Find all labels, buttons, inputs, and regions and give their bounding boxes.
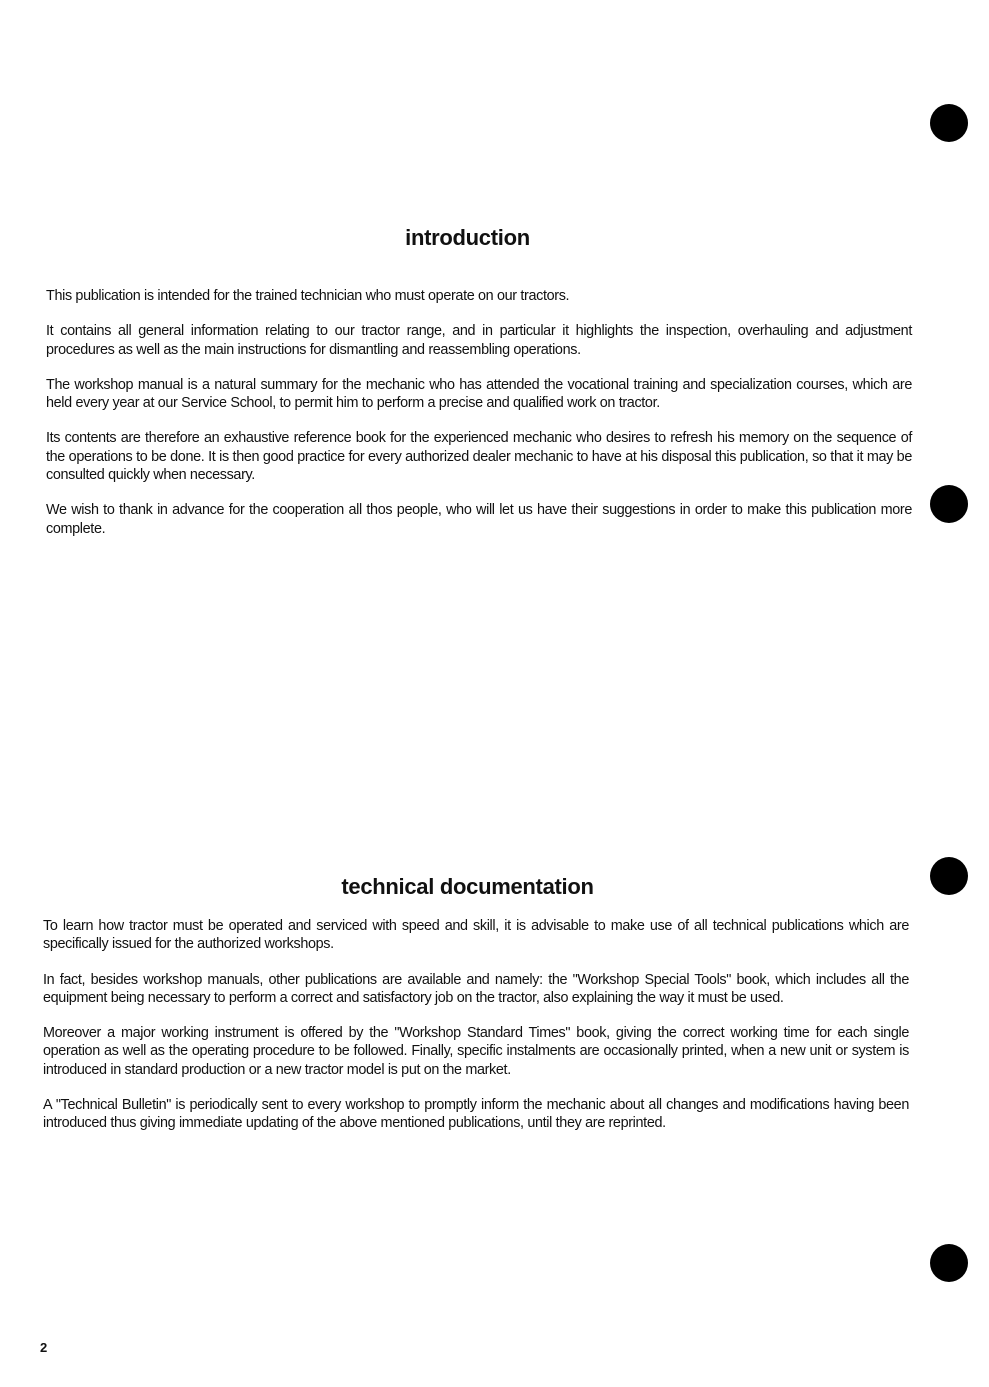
paragraph: In fact, besides workshop manuals, other publications are available and namely: the "Workshop Special Tools" book, which includes all the equipment being necessary to perform a correct and satisfactory job on the tractor, also explaining the way it must be used. xyxy=(43,971,909,1006)
paragraph: This publication is intended for the trained technician who must operate on our tractors. xyxy=(46,288,570,304)
paragraph: Moreover a major working instrument is offered by the "Workshop Standard Times" book, giving the correct working time for each single operation as well as the operating procedure to be followed. Finally, specific instalments are occasionally printed, when a new unit or system is introduced in standard production or a new tractor model is put on the market. xyxy=(43,1025,909,1078)
paragraph: To learn how tractor must be operated and serviced with speed and skill, it is advisable to make use of all technical publications which are specifically issued for the authorized workshops. xyxy=(43,918,909,953)
page-number: 2 xyxy=(40,1340,48,1355)
paragraph: A "Technical Bulletin" is periodically sent to every workshop to promptly inform the mechanic about all changes and modifications having been introduced thus giving immediate updating of the above mentioned publications, until they are reprinted. xyxy=(43,1097,909,1132)
binder-hole xyxy=(930,1244,968,1282)
paragraph: Its contents are therefore an exhaustive reference book for the experienced mechanic who desires to refresh his memory on the sequence of the operations to be done. It is then good practice for every authorized dealer mechanic to have at his disposal this publication, so that it may be consulted quickly when necessary. xyxy=(46,430,912,484)
introduction-section xyxy=(46,287,912,555)
paragraph: It contains all general information relating to our tractor range, and in particular it highlights the inspection, overhauling and adjustment procedures as well as the main instructions for dismantling and reassembling operations. xyxy=(46,323,912,358)
paragraph: The workshop manual is a natural summary for the mechanic who has attended the vocational training and specialization courses, which are held every year at our Service School, to permit him to perform a precise and qualified work on tractor. xyxy=(46,376,912,412)
introduction-heading: introduction xyxy=(405,225,530,250)
paragraph: We wish to thank in advance for the cooperation all thos people, who will let us have their suggestions in order to make this publication more complete. xyxy=(46,502,912,537)
binder-hole xyxy=(930,857,968,895)
binder-hole xyxy=(930,485,968,523)
technical-documentation-section xyxy=(43,917,909,1150)
technical-documentation-heading: technical documentation xyxy=(341,874,594,899)
binder-hole xyxy=(930,104,968,142)
